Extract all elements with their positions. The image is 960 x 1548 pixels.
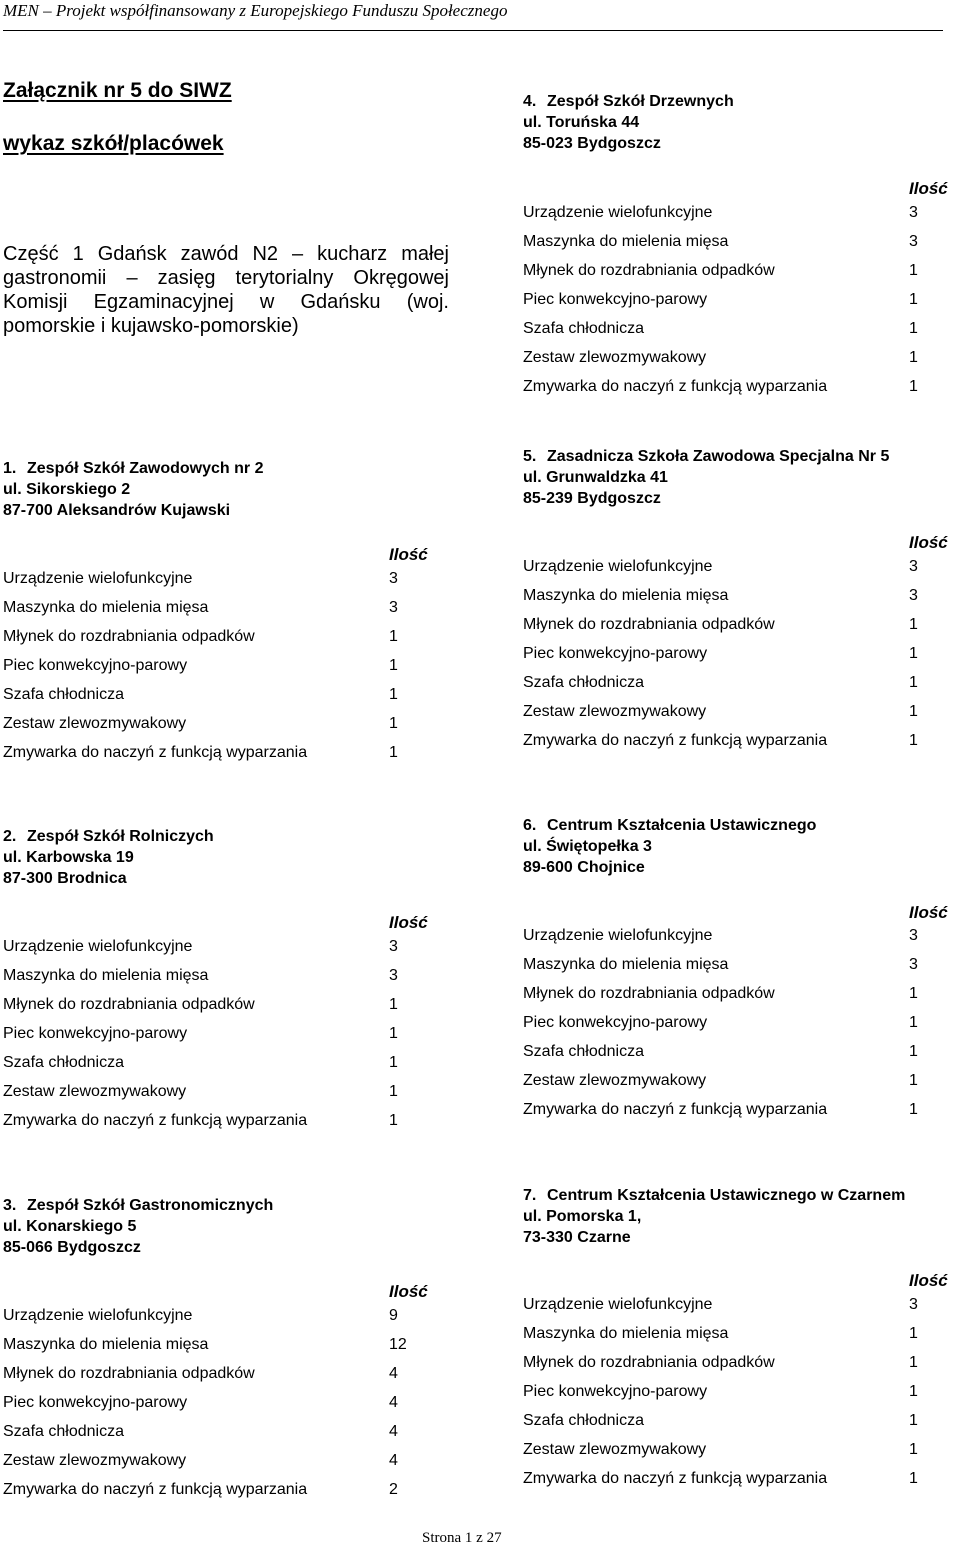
equipment-name: Szafa chłodnicza (3, 686, 124, 703)
part-line (3, 290, 449, 314)
equipment-qty: 3 (909, 558, 918, 575)
page-footer: Strona 1 z 27 (422, 1530, 502, 1546)
school-header (523, 815, 816, 878)
equipment-qty: 3 (909, 927, 918, 944)
equipment-row (3, 1335, 423, 1364)
equipment-name: Zestaw zlewozmywakowy (523, 1441, 707, 1458)
part-word: Komisji (3, 291, 68, 313)
school-city: 73-330 Czarne (523, 1229, 631, 1246)
part-line (3, 266, 449, 290)
equipment-qty: 3 (389, 938, 398, 955)
part-word: 1 (72, 243, 84, 265)
equipment-row (523, 1295, 923, 1324)
equipment-row (3, 627, 403, 656)
equipment-qty: 1 (909, 1354, 918, 1371)
equipment-name: Szafa chłodnicza (523, 674, 644, 691)
equipment-qty: 1 (909, 1014, 918, 1031)
school-number: 6. (523, 817, 537, 834)
equipment-name: Młynek do rozdrabniania odpadków (523, 985, 775, 1002)
equipment-qty: 1 (909, 616, 918, 633)
equipment-list (523, 203, 923, 406)
equipment-name: Zestaw zlewozmywakowy (3, 715, 187, 732)
equipment-qty: 1 (909, 1441, 918, 1458)
equipment-row (3, 1111, 403, 1140)
equipment-name: Zmywarka do naczyń z funkcją wyparzania (523, 1101, 828, 1118)
equipment-qty: 3 (909, 587, 918, 604)
equipment-list (3, 569, 403, 772)
equipment-qty: 1 (909, 1043, 918, 1060)
part-word: kucharz (317, 243, 388, 265)
equipment-name: Szafa chłodnicza (3, 1423, 124, 1440)
equipment-name: Maszynka do mielenia mięsa (523, 956, 729, 973)
equipment-qty: 1 (389, 1054, 398, 1071)
equipment-name: Szafa chłodnicza (523, 1043, 644, 1060)
equipment-row (523, 319, 923, 348)
school-city: 87-700 Aleksandrów Kujawski (3, 502, 231, 519)
qty-header: Ilość (909, 1271, 948, 1290)
equipment-name: Zmywarka do naczyń z funkcją wyparzania (3, 1481, 308, 1498)
equipment-row (523, 1013, 923, 1042)
equipment-list (3, 1306, 423, 1509)
equipment-qty: 1 (909, 985, 918, 1002)
school-name: Centrum Kształcenia Ustawicznego (547, 817, 817, 834)
qty-header: Ilość (909, 179, 948, 198)
school-number: 1. (3, 460, 17, 477)
equipment-qty: 1 (389, 628, 398, 645)
equipment-row (523, 557, 923, 586)
qty-header: Ilość (389, 1282, 428, 1301)
equipment-row (523, 1100, 923, 1129)
school-block (3, 826, 214, 889)
equipment-qty: 1 (909, 349, 918, 366)
school-street: ul. Sikorskiego 2 (3, 481, 131, 498)
equipment-qty: 1 (909, 320, 918, 337)
equipment-qty: 1 (909, 703, 918, 720)
school-street: ul. Konarskiego 5 (3, 1218, 137, 1235)
school-name: Zasadnicza Szkoła Zawodowa Specjalna Nr 5 (547, 448, 890, 465)
equipment-row (523, 955, 923, 984)
part-word: pomorskie i kujawsko-pomorskie) (3, 315, 299, 337)
school-block (3, 1195, 273, 1258)
header-text: MEN – Projekt współfinansowany z Europejskiego Funduszu Społecznego (3, 1, 508, 20)
school-name: Zespół Szkół Zawodowych nr 2 (27, 460, 264, 477)
equipment-row (3, 1422, 423, 1451)
part-line (3, 242, 449, 266)
equipment-qty: 1 (909, 732, 918, 749)
equipment-qty: 1 (389, 1025, 398, 1042)
school-block (523, 1185, 905, 1248)
part-word: gastronomii (3, 267, 107, 289)
equipment-row (3, 1053, 403, 1082)
equipment-name: Zmywarka do naczyń z funkcją wyparzania (3, 1112, 308, 1129)
equipment-row (523, 1382, 923, 1411)
equipment-qty: 1 (909, 378, 918, 395)
equipment-list (523, 926, 923, 1129)
equipment-qty: 1 (909, 674, 918, 691)
school-number: 4. (523, 93, 537, 110)
equipment-row (523, 984, 923, 1013)
equipment-qty: 4 (389, 1365, 398, 1382)
equipment-row (3, 1024, 403, 1053)
list-title: wykaz szkół/placówek (3, 132, 224, 155)
equipment-name: Urządzenie wielofunkcyjne (523, 204, 713, 221)
equipment-row (3, 1451, 423, 1480)
school-city: 85-066 Bydgoszcz (3, 1239, 141, 1256)
equipment-qty: 12 (389, 1336, 407, 1353)
equipment-row (523, 1071, 923, 1100)
equipment-qty: 1 (389, 1083, 398, 1100)
equipment-row (523, 673, 923, 702)
equipment-name: Piec konwekcyjno-parowy (523, 1014, 708, 1031)
equipment-qty: 1 (389, 1112, 398, 1129)
equipment-name: Szafa chłodnicza (523, 320, 644, 337)
part-word: zasięg (157, 267, 216, 289)
part-word: (woj. (406, 291, 449, 313)
equipment-name: Piec konwekcyjno-parowy (523, 291, 708, 308)
equipment-name: Maszynka do mielenia mięsa (523, 1325, 729, 1342)
equipment-row (523, 1440, 923, 1469)
equipment-qty: 1 (909, 1072, 918, 1089)
equipment-name: Urządzenie wielofunkcyjne (523, 1296, 713, 1313)
equipment-name: Urządzenie wielofunkcyjne (523, 927, 713, 944)
equipment-row (523, 1411, 923, 1440)
equipment-name: Piec konwekcyjno-parowy (523, 645, 708, 662)
school-block (3, 458, 263, 521)
equipment-name: Młynek do rozdrabniania odpadków (523, 616, 775, 633)
equipment-qty: 1 (909, 645, 918, 662)
equipment-row (523, 731, 923, 760)
equipment-name: Maszynka do mielenia mięsa (3, 1336, 209, 1353)
school-header (523, 1185, 905, 1248)
equipment-qty: 3 (909, 204, 918, 221)
equipment-row (523, 232, 923, 261)
school-name: Zespół Szkół Gastronomicznych (27, 1197, 274, 1214)
equipment-qty: 2 (389, 1481, 398, 1498)
equipment-row (3, 598, 403, 627)
equipment-qty: 4 (389, 1423, 398, 1440)
qty-header: Ilość (389, 913, 428, 932)
equipment-qty: 1 (389, 744, 398, 761)
equipment-qty: 3 (909, 956, 918, 973)
part-word: – (292, 243, 304, 265)
equipment-name: Młynek do rozdrabniania odpadków (523, 1354, 775, 1371)
equipment-row (3, 1364, 423, 1393)
part-word: N2 (252, 243, 279, 265)
school-city: 89-600 Chojnice (523, 859, 645, 876)
equipment-qty: 1 (909, 1383, 918, 1400)
equipment-name: Urządzenie wielofunkcyjne (3, 938, 193, 955)
equipment-row (523, 1353, 923, 1382)
equipment-row (523, 1469, 923, 1498)
equipment-name: Piec konwekcyjno-parowy (3, 1394, 188, 1411)
equipment-row (523, 702, 923, 731)
school-header (523, 91, 734, 154)
part-word: Gdańsku (300, 291, 381, 313)
equipment-qty: 4 (389, 1394, 398, 1411)
school-street: ul. Toruńska 44 (523, 114, 640, 131)
school-block (523, 91, 734, 154)
equipment-row (523, 203, 923, 232)
part-word: Egzaminacyjnej (93, 291, 234, 313)
equipment-name: Urządzenie wielofunkcyjne (523, 558, 713, 575)
equipment-list (523, 1295, 923, 1498)
equipment-qty: 1 (909, 262, 918, 279)
school-number: 3. (3, 1197, 17, 1214)
part-line (3, 314, 449, 338)
equipment-qty: 1 (389, 715, 398, 732)
equipment-name: Szafa chłodnicza (3, 1054, 124, 1071)
school-city: 85-239 Bydgoszcz (523, 490, 661, 507)
qty-header: Ilość (389, 545, 428, 564)
school-name: Zespół Szkół Drzewnych (547, 93, 734, 110)
equipment-name: Zestaw zlewozmywakowy (3, 1083, 187, 1100)
equipment-name: Piec konwekcyjno-parowy (523, 1383, 708, 1400)
attachment-title: Załącznik nr 5 do SIWZ (3, 79, 232, 102)
equipment-qty: 1 (389, 686, 398, 703)
equipment-row (3, 714, 403, 743)
equipment-qty: 1 (389, 657, 398, 674)
equipment-row (523, 377, 923, 406)
school-street: ul. Karbowska 19 (3, 849, 134, 866)
page-header (3, 0, 943, 31)
equipment-name: Zmywarka do naczyń z funkcją wyparzania (523, 1470, 828, 1487)
equipment-name: Zmywarka do naczyń z funkcją wyparzania (523, 732, 828, 749)
equipment-name: Zmywarka do naczyń z funkcją wyparzania (3, 744, 308, 761)
equipment-name: Urządzenie wielofunkcyjne (3, 570, 193, 587)
equipment-row (523, 290, 923, 319)
equipment-qty: 1 (909, 291, 918, 308)
equipment-row (3, 1393, 423, 1422)
part-description (3, 242, 449, 338)
equipment-name: Zmywarka do naczyń z funkcją wyparzania (523, 378, 828, 395)
equipment-row (3, 685, 403, 714)
school-block (523, 446, 889, 509)
equipment-name: Maszynka do mielenia mięsa (3, 967, 209, 984)
equipment-row (523, 261, 923, 290)
equipment-qty: 3 (909, 233, 918, 250)
equipment-name: Młynek do rozdrabniania odpadków (3, 628, 255, 645)
equipment-qty: 3 (389, 570, 398, 587)
equipment-row (3, 743, 403, 772)
equipment-list (523, 557, 923, 760)
qty-header: Ilość (909, 533, 948, 552)
part-word: zawód (180, 243, 239, 265)
equipment-row (3, 569, 403, 598)
part-word: Część (3, 243, 59, 265)
qty-header: Ilość (909, 903, 948, 922)
equipment-row (523, 348, 923, 377)
equipment-row (523, 1042, 923, 1071)
equipment-row (3, 966, 403, 995)
part-word: Gdańsk (97, 243, 167, 265)
equipment-name: Piec konwekcyjno-parowy (3, 657, 188, 674)
equipment-row (3, 1480, 423, 1509)
school-street: ul. Grunwaldzka 41 (523, 469, 668, 486)
school-name: Centrum Kształcenia Ustawicznego w Czarnem (547, 1187, 906, 1204)
equipment-qty: 1 (909, 1470, 918, 1487)
equipment-name: Maszynka do mielenia mięsa (523, 587, 729, 604)
part-word: terytorialny (235, 267, 334, 289)
school-number: 5. (523, 448, 537, 465)
equipment-qty: 3 (909, 1296, 918, 1313)
part-word: – (126, 267, 138, 289)
equipment-row (3, 1082, 403, 1111)
equipment-qty: 3 (389, 967, 398, 984)
equipment-name: Zestaw zlewozmywakowy (523, 349, 707, 366)
equipment-qty: 4 (389, 1452, 398, 1469)
equipment-qty: 1 (909, 1412, 918, 1429)
equipment-qty: 9 (389, 1307, 398, 1324)
equipment-row (523, 615, 923, 644)
equipment-name: Zestaw zlewozmywakowy (523, 1072, 707, 1089)
school-number: 2. (3, 828, 17, 845)
equipment-row (3, 656, 403, 685)
school-header (3, 458, 263, 521)
equipment-name: Urządzenie wielofunkcyjne (3, 1307, 193, 1324)
equipment-name: Młynek do rozdrabniania odpadków (3, 996, 255, 1013)
part-word: Okręgowej (353, 267, 449, 289)
school-header (3, 826, 214, 889)
part-word: małej (401, 243, 449, 265)
equipment-name: Szafa chłodnicza (523, 1412, 644, 1429)
equipment-name: Piec konwekcyjno-parowy (3, 1025, 188, 1042)
equipment-name: Maszynka do mielenia mięsa (523, 233, 729, 250)
equipment-row (3, 937, 403, 966)
equipment-name: Zestaw zlewozmywakowy (523, 703, 707, 720)
equipment-qty: 3 (389, 599, 398, 616)
equipment-row (523, 926, 923, 955)
school-city: 85-023 Bydgoszcz (523, 135, 661, 152)
equipment-name: Maszynka do mielenia mięsa (3, 599, 209, 616)
equipment-qty: 1 (909, 1101, 918, 1118)
equipment-qty: 1 (389, 996, 398, 1013)
equipment-row (3, 995, 403, 1024)
school-number: 7. (523, 1187, 537, 1204)
equipment-row (3, 1306, 423, 1335)
equipment-row (523, 644, 923, 673)
school-street: ul. Świętopełka 3 (523, 838, 652, 855)
school-city: 87-300 Brodnica (3, 870, 127, 887)
equipment-list (3, 937, 403, 1140)
equipment-name: Młynek do rozdrabniania odpadków (523, 262, 775, 279)
school-block (523, 815, 816, 878)
school-name: Zespół Szkół Rolniczych (27, 828, 214, 845)
equipment-name: Młynek do rozdrabniania odpadków (3, 1365, 255, 1382)
school-header (3, 1195, 273, 1258)
part-word: w (259, 291, 275, 313)
equipment-qty: 1 (909, 1325, 918, 1342)
equipment-row (523, 1324, 923, 1353)
school-header (523, 446, 889, 509)
equipment-row (523, 586, 923, 615)
school-street: ul. Pomorska 1, (523, 1208, 642, 1225)
equipment-name: Zestaw zlewozmywakowy (3, 1452, 187, 1469)
